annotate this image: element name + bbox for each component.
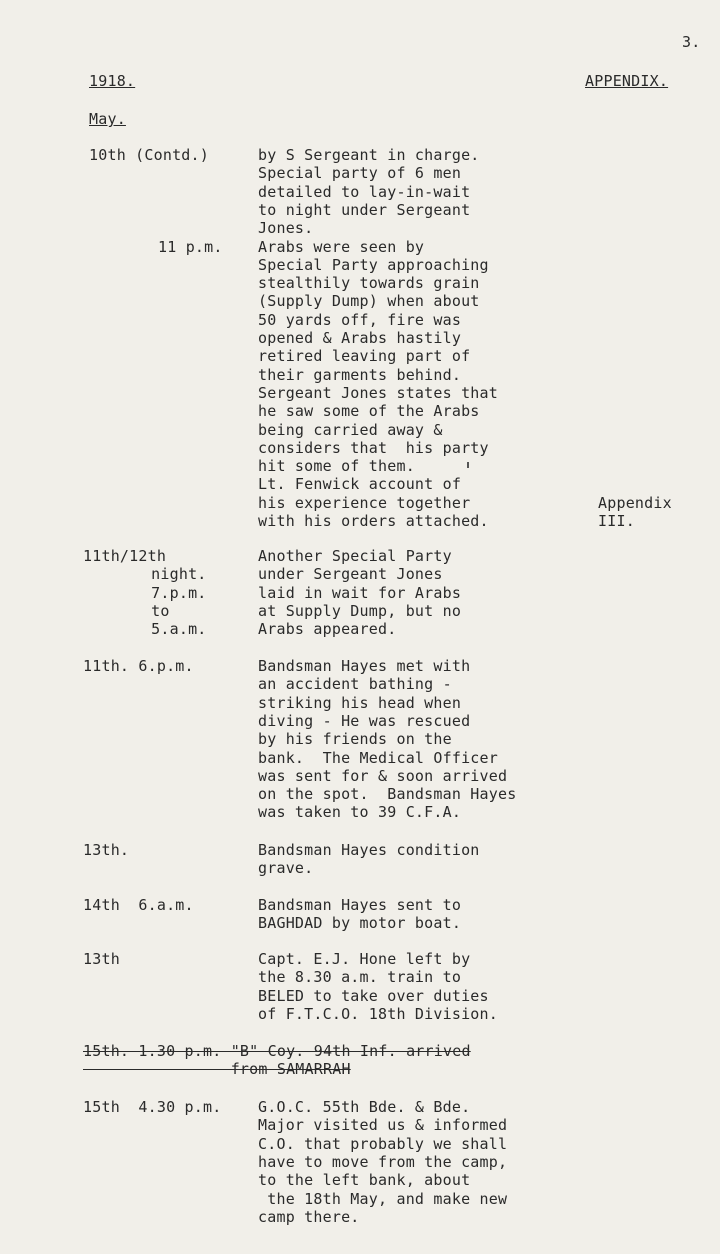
entry-line: was taken to 39 C.F.A.: [258, 803, 462, 822]
entry-line: bank. The Medical Officer: [258, 748, 498, 767]
entry-date: 10th (Contd.): [89, 146, 209, 164]
entry-line: being carried away &: [258, 420, 443, 439]
entry-line: Special Party approaching: [258, 255, 489, 274]
entry-line: camp there.: [258, 1207, 360, 1226]
entry-line: Another Special Party: [258, 547, 452, 565]
entry-date: 11th. 6.p.m.: [83, 657, 194, 675]
entry-date: 14th 6.a.m.: [83, 896, 194, 914]
entry-line: 50 yards off, fire was: [258, 310, 462, 329]
month-heading: May.: [89, 110, 126, 128]
entry-line: grave.: [258, 859, 314, 878]
entry-line: an accident bathing -: [258, 675, 452, 694]
entry-line: Jones.: [258, 219, 314, 238]
entry-line: detailed to lay-in-wait: [258, 182, 471, 201]
entry-line: G.O.C. 55th Bde. & Bde.: [258, 1098, 471, 1116]
entry-line: have to move from the camp,: [258, 1152, 508, 1171]
appendix-reference: III.: [598, 512, 635, 530]
entry-line: Arabs were seen by: [258, 237, 425, 256]
entry-line: the 8.30 a.m. train to: [258, 968, 462, 987]
struck-entry-line: from SAMARRAH: [83, 1060, 351, 1079]
appendix-reference: Appendix: [598, 493, 672, 512]
entry-line: opened & Arabs hastily: [258, 329, 462, 347]
entry-line: Capt. E.J. Hone left by: [258, 950, 471, 968]
entry-line: Major visited us & informed: [258, 1116, 508, 1135]
entry-line: (Supply Dump) when about: [258, 292, 480, 311]
entry-line: by his friends on the: [258, 730, 452, 749]
entry-date: 5.a.m.: [105, 620, 207, 639]
entry-line: C.O. that probably we shall: [258, 1134, 508, 1153]
entry-date: to: [105, 601, 170, 620]
entry-line: the 18th May, and make new: [258, 1189, 508, 1208]
entry-date: 13th: [83, 950, 120, 968]
entry-date: 13th.: [83, 841, 130, 859]
entry-line: his experience together: [258, 493, 471, 512]
entry-line: BELED to take over duties: [258, 986, 489, 1005]
entry-date: 11th/12th: [83, 547, 167, 565]
entry-line: under Sergeant Jones: [258, 565, 443, 584]
entry-line: Sergeant Jones states that: [258, 383, 498, 402]
entry-line: BAGHDAD by motor boat.: [258, 914, 462, 933]
entry-date: 15th 4.30 p.m.: [83, 1098, 222, 1116]
entry-date: night.: [105, 565, 207, 584]
year-heading: 1918.: [89, 72, 136, 90]
entry-line: Lt. Fenwick account of: [258, 475, 462, 494]
entry-line: to the left bank, about: [258, 1171, 471, 1190]
entry-line: Bandsman Hayes met with: [258, 657, 471, 675]
entry-line: Arabs appeared.: [258, 620, 397, 639]
entry-line: considers that his party: [258, 438, 489, 457]
entry-line: diving - He was rescued: [258, 711, 471, 730]
entry-line: striking his head when: [258, 693, 462, 712]
entry-line: on the spot. Bandsman Hayes: [258, 785, 517, 804]
page-number: 3.: [682, 33, 701, 51]
entry-line: retired leaving part of: [258, 347, 471, 366]
entry-line: of F.T.C.O. 18th Division.: [258, 1004, 498, 1023]
entry-line: Special party of 6 men: [258, 164, 462, 183]
entry-line: with his orders attached.: [258, 512, 489, 530]
entry-line: was sent for & soon arrived: [258, 766, 508, 785]
entry-line: Bandsman Hayes condition: [258, 841, 480, 859]
entry-time: 11 p.m.: [158, 237, 223, 256]
entry-line: hit some of them.: [258, 457, 415, 476]
entry-line: laid in wait for Arabs: [258, 583, 462, 602]
entry-line: to night under Sergeant: [258, 200, 471, 219]
stray-mark: [467, 462, 469, 468]
entry-date: 7.p.m.: [105, 583, 207, 602]
appendix-heading: APPENDIX.: [585, 72, 669, 90]
entry-line: he saw some of the Arabs: [258, 402, 480, 421]
entry-line: at Supply Dump, but no: [258, 601, 462, 620]
entry-line: by S Sergeant in charge.: [258, 146, 480, 164]
struck-entry-line: 15th. 1.30 p.m. "B" Coy. 94th Inf. arrived: [83, 1042, 471, 1060]
entry-line: Bandsman Hayes sent to: [258, 896, 462, 914]
entry-line: their garments behind.: [258, 365, 462, 384]
entry-line: stealthily towards grain: [258, 274, 480, 293]
